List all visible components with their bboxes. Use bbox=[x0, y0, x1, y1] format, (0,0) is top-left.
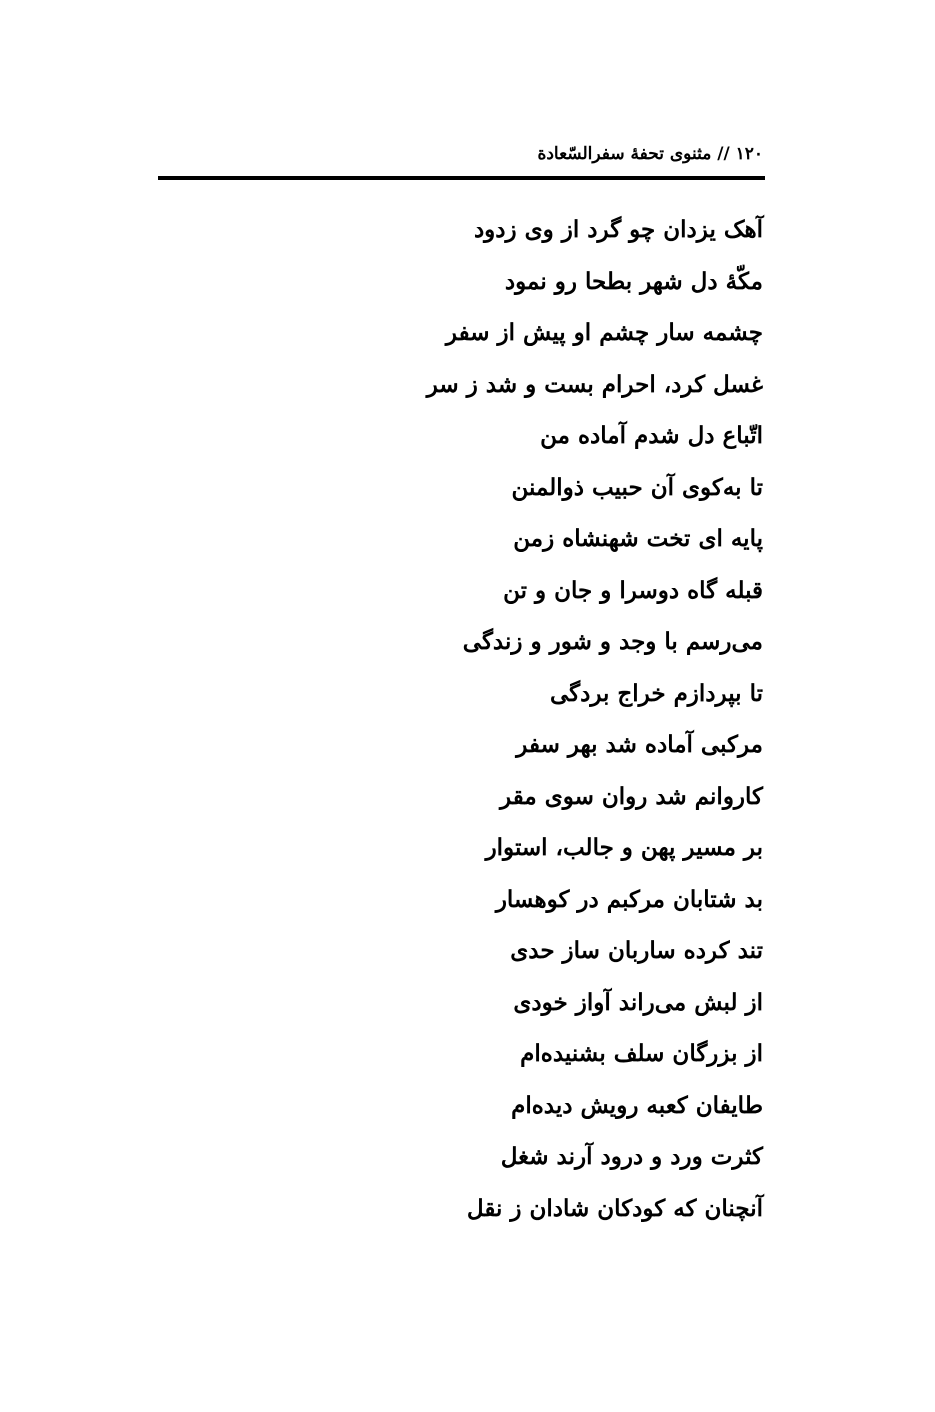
header-rule bbox=[158, 176, 765, 180]
verse-line: طایفان کعبه رویش دیده‌ام bbox=[511, 1091, 763, 1119]
verse-line: می‌رسم با وجد و شور و زندگی bbox=[462, 628, 763, 655]
verse-line: کاروانم شد روان سوی مقر bbox=[500, 782, 763, 810]
verse-line: تا به‌کوی آن حبیب ذوالمنن bbox=[511, 473, 763, 501]
verse-line: از بزرگان سلف بشنیده‌ام bbox=[520, 1040, 763, 1067]
verse-line: غسل کرد، احرام بست و شد ز سر bbox=[426, 370, 763, 398]
book-title: مثنوی تحفهٔ سفرالسّعادة bbox=[537, 144, 712, 164]
page-number: ۱۲۰ bbox=[735, 144, 763, 164]
verse-line: بر مسیر پهن و جالب، استوار bbox=[485, 834, 763, 861]
verse-line: اتّباع دل شدم آماده من bbox=[540, 422, 763, 449]
running-header bbox=[163, 142, 763, 166]
verse-line: چشمه سار چشم او پیش از سفر bbox=[445, 319, 763, 346]
verse-line: مکّهٔ دل شهر بطحا رو نمود bbox=[504, 267, 763, 295]
verse-line: کثرت ورد و درود آرند شغل bbox=[500, 1143, 763, 1170]
verse-line: بد شتابان مرکبم در کوهسار bbox=[495, 885, 763, 913]
header-separator: // bbox=[717, 144, 730, 164]
verse-line: آنچنان که کودکان شادان ز نقل bbox=[466, 1194, 763, 1222]
verse-line: تا بپردازم خراج بردگی bbox=[549, 679, 763, 707]
verse-line: آهک یزدان چو گرد از وی زدود bbox=[473, 216, 763, 243]
poem bbox=[203, 210, 763, 1240]
verse-line: مرکبی آماده شد بهر سفر bbox=[516, 731, 763, 758]
verse-line: تند کرده ساربان ساز حدی bbox=[510, 937, 763, 964]
verse-line: از لبش می‌راند آواز خودی bbox=[513, 988, 763, 1016]
verse-line: قبله گاه دوسرا و جان و تن bbox=[503, 576, 763, 604]
verse-line: پایه ای تخت شهنشاه زمن bbox=[513, 525, 763, 552]
